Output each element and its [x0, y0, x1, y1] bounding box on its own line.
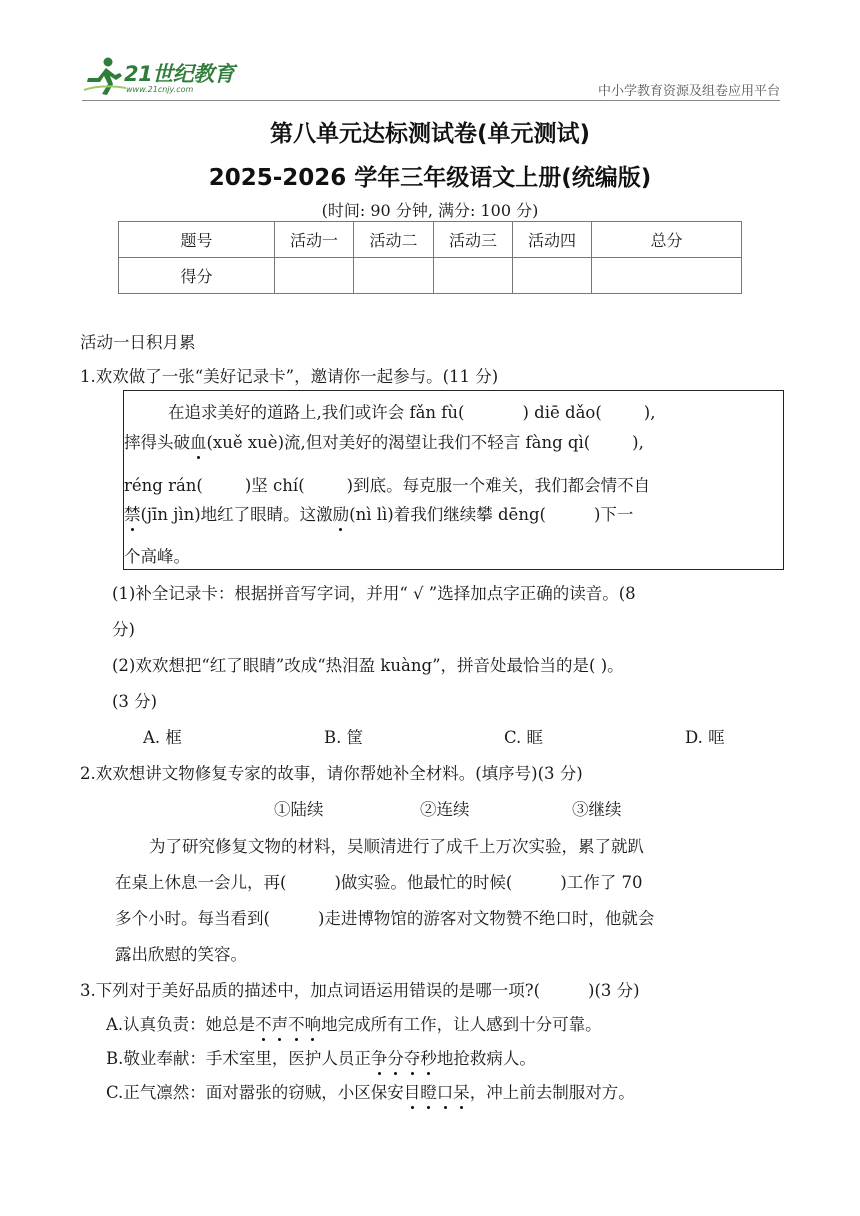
sub-question-2: (2)欢欢想把“红了眼睛”改成“热泪盈 kuàng”，拼音处最恰当的是( )。: [112, 656, 624, 675]
option-a[interactable]: A.认真负责：她总是不声不响地完成所有工作，让人感到十分可靠。: [106, 1011, 602, 1035]
passage-line-4: 露出欣慰的笑容。: [115, 945, 247, 964]
score-cell[interactable]: [592, 258, 742, 294]
dotted-char: 夺: [404, 1045, 421, 1069]
sub-question-2-cont: (3 分): [112, 692, 158, 711]
card-line-3: réng rán( )坚 chí( )到底。每克服一个难关，我们都会情不自: [124, 476, 651, 495]
table-header-cell: 活动三: [434, 222, 513, 258]
option-b[interactable]: B. 筐: [324, 728, 364, 747]
option-a[interactable]: A. 框: [143, 728, 182, 747]
option-c[interactable]: C. 眶: [504, 728, 544, 747]
question-1-stem: 1.欢欢做了一张“美好记录卡”，邀请你一起参与。(11 分): [80, 367, 499, 386]
exam-subtitle: 2025-2026 学年三年级语文上册(统编版): [208, 165, 652, 191]
score-table-row: [119, 258, 742, 294]
dotted-char: 声: [272, 1011, 289, 1035]
dotted-char: 不: [255, 1011, 272, 1035]
option-c[interactable]: C.正气凛然：面对嚣张的窃贼，小区保安目瞪口呆，冲上前去制服对方。: [106, 1079, 635, 1103]
section-heading: 活动一日积月累: [80, 333, 196, 352]
runner-logo-icon: [82, 54, 126, 98]
dotted-char: 禁: [124, 501, 141, 525]
logo-text: 21世纪教育: [124, 62, 235, 86]
platform-name: 中小学教育资源及组卷应用平台: [597, 84, 780, 99]
score-table: [118, 221, 742, 294]
exam-title: 第八单元达标测试卷(单元测试): [269, 121, 591, 147]
choice-1: ①陆续: [274, 800, 324, 819]
score-cell[interactable]: [434, 258, 513, 294]
dotted-char: 瞪: [420, 1079, 437, 1103]
card-line-2: 摔得头破血(xuě xuè)流,但对美好的渴望让我们不轻言 fàng qì( ),: [124, 429, 644, 453]
logo-url: www.21cnjy.com: [126, 85, 194, 94]
dotted-char: 励: [333, 501, 350, 525]
table-row-label: 得分: [119, 258, 275, 294]
dotted-char: 不: [288, 1011, 305, 1035]
card-line-4: 禁(jīn jìn)地红了眼睛。这激励(nì lì)着我们继续攀 dēng( )下一: [124, 501, 633, 525]
question-2-stem: 2.欢欢想讲文物修复专家的故事，请你帮她补全材料。(填序号)(3 分): [80, 764, 583, 783]
table-header-cell: 活动一: [275, 222, 354, 258]
card-line-5: 个高峰。: [124, 547, 190, 566]
dotted-char: 争: [371, 1045, 388, 1069]
sub-question-1-cont: 分): [112, 620, 135, 639]
dotted-char: 响: [305, 1011, 322, 1035]
dotted-char: 分: [387, 1045, 404, 1069]
score-table-header-row: [119, 222, 742, 258]
table-header-cell: 活动四: [513, 222, 592, 258]
exam-info: (时间: 90 分钟, 满分: 100 分): [321, 201, 539, 220]
table-header-cell: 总分: [592, 222, 742, 258]
score-cell[interactable]: [513, 258, 592, 294]
sub-question-1: (1)补全记录卡：根据拼音写字词，并用“ √ ”选择加点字正确的读音。(8: [112, 584, 636, 603]
dotted-char: 呆: [453, 1079, 470, 1103]
dotted-word: [255, 1015, 321, 1034]
dotted-char: 血: [190, 429, 207, 453]
choice-3: ③继续: [572, 800, 622, 819]
card-line-1: 在追求美好的道路上,我们或许会 fǎn fù( ) diē dǎo( ),: [168, 403, 656, 422]
dotted-word: [371, 1049, 437, 1068]
table-header-cell: 题号: [119, 222, 275, 258]
dotted-char: 目: [404, 1079, 421, 1103]
score-cell[interactable]: [354, 258, 434, 294]
passage-line-2: 在桌上休息一会儿，再( )做实验。他最忙的时候( )工作了 70: [115, 873, 643, 892]
passage-line-3: 多个小时。每当看到( )走进博物馆的游客对文物赞不绝口时，他就会: [115, 909, 655, 928]
score-cell[interactable]: [275, 258, 354, 294]
table-header-cell: 活动二: [354, 222, 434, 258]
choice-2: ②连续: [420, 800, 470, 819]
dotted-word: [404, 1083, 470, 1102]
dotted-char: 口: [437, 1079, 454, 1103]
option-b[interactable]: B.敬业奉献：手术室里，医护人员正争分夺秒地抢救病人。: [106, 1045, 536, 1069]
header-divider: [82, 100, 780, 101]
option-d[interactable]: D. 哐: [685, 728, 725, 747]
dotted-char: 秒: [420, 1045, 437, 1069]
question-3-stem: 3.下列对于美好品质的描述中，加点词语运用错误的是哪一项?( )(3 分): [80, 981, 640, 1000]
passage-line-1: 为了研究修复文物的材料，吴顺清进行了成千上万次实验，累了就趴: [149, 837, 644, 856]
